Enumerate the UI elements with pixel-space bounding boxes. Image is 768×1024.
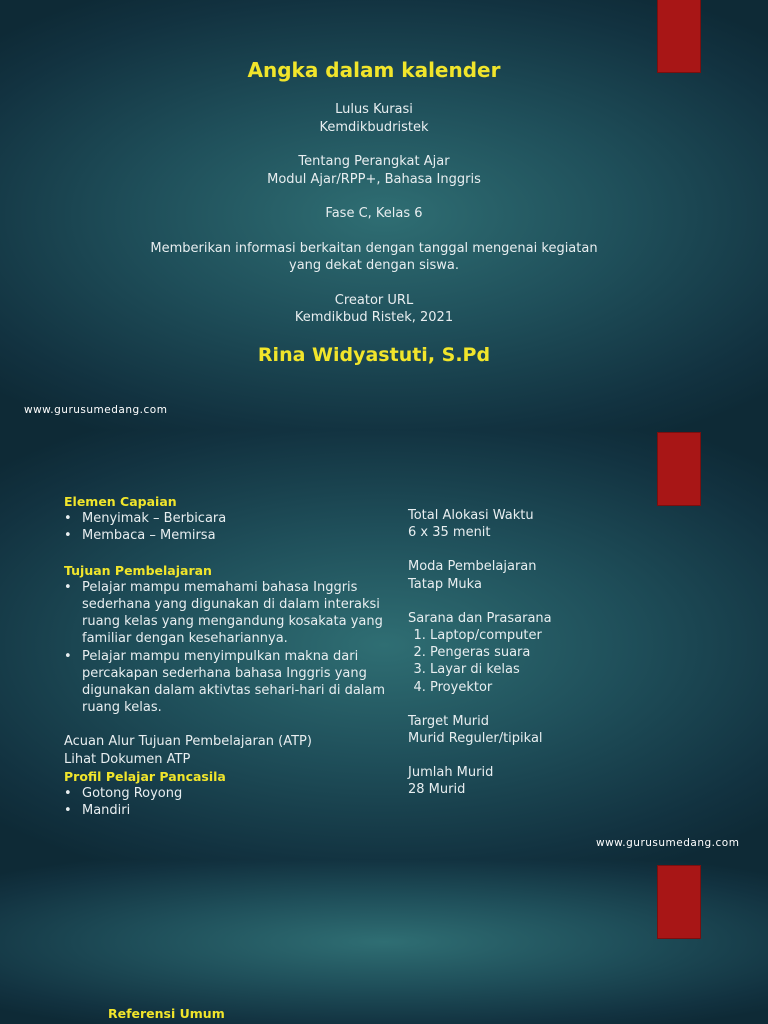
slide-2 bbox=[0, 430, 768, 860]
list-item: • Pelajar mampu memahami bahasa Inggris sederhana yang digunakan di dalam interaksi ruang kelas yang mengandung kosakata yang familiar dengan kesehariannya. bbox=[64, 579, 394, 648]
author-name: Rina Widyastuti, S.Pd bbox=[257, 344, 491, 366]
info-line: Fase C, Kelas 6 bbox=[325, 206, 423, 221]
waktu-value: 6 x 35 menit bbox=[408, 525, 491, 541]
sarana-label: Sarana dan Prasarana bbox=[408, 610, 552, 626]
info-line: Memberikan informasi berkaitan dengan tanggal mengenai kegiatan bbox=[150, 240, 598, 256]
list-item: 4. Proyektor bbox=[430, 679, 608, 696]
right-column bbox=[408, 507, 608, 799]
list-item: • Gotong Royong bbox=[64, 785, 394, 802]
profil-list bbox=[64, 785, 394, 819]
tujuan-pembelajaran-heading: Tujuan Pembelajaran bbox=[64, 562, 212, 578]
waktu-label: Total Alokasi Waktu bbox=[408, 508, 534, 523]
document-title: Angka dalam kalender bbox=[247, 58, 501, 82]
list-item: • Membaca – Memirsa bbox=[64, 527, 394, 544]
elemen-list bbox=[64, 510, 394, 544]
info-line: Modul Ajar/RPP+, Bahasa Inggris bbox=[267, 171, 481, 187]
sarana-list bbox=[408, 627, 608, 696]
target-value: Murid Reguler/tipikal bbox=[408, 731, 543, 747]
jumlah-label: Jumlah Murid bbox=[408, 765, 494, 781]
elemen-capaian-heading: Elemen Capaian bbox=[64, 494, 177, 509]
moda-value: Tatap Muka bbox=[408, 576, 482, 592]
atp-label: Acuan Alur Tujuan Pembelajaran (ATP) bbox=[64, 734, 312, 750]
slide-3 bbox=[0, 860, 768, 1024]
info-line: Kemdikbudristek bbox=[319, 119, 429, 135]
moda-label: Moda Pembelajaran bbox=[408, 559, 537, 575]
atp-value: Lihat Dokumen ATP bbox=[64, 751, 191, 767]
info-line: Creator URL bbox=[334, 292, 414, 308]
info-line: Tentang Perangkat Ajar bbox=[298, 154, 450, 169]
tujuan-list bbox=[64, 579, 394, 717]
list-item: • Menyimak – Berbicara bbox=[64, 510, 394, 527]
list-item: 2. Pengeras suara bbox=[430, 644, 608, 661]
slide-1 bbox=[0, 0, 768, 430]
red-accent-bar bbox=[658, 866, 700, 938]
jumlah-value: 28 Murid bbox=[408, 782, 466, 798]
website-link[interactable]: www.gurusumedang.com bbox=[24, 404, 168, 416]
list-item: 3. Layar di kelas bbox=[430, 661, 608, 678]
list-item: • Mandiri bbox=[64, 802, 394, 819]
info-line: Lulus Kurasi bbox=[335, 102, 413, 117]
target-label: Target Murid bbox=[408, 713, 490, 729]
profil-pelajar-heading: Profil Pelajar Pancasila bbox=[64, 768, 226, 784]
info-block bbox=[0, 101, 748, 327]
red-accent-bar bbox=[658, 433, 700, 505]
info-line: yang dekat dengan siswa. bbox=[289, 258, 459, 273]
referensi-heading: Referensi Umum bbox=[108, 1006, 225, 1021]
info-line: Kemdikbud Ristek, 2021 bbox=[294, 310, 454, 325]
left-column bbox=[64, 493, 394, 819]
list-item: 1. Laptop/computer bbox=[430, 627, 608, 644]
website-link[interactable]: www.gurusumedang.com bbox=[596, 837, 740, 849]
list-item: • Pelajar mampu menyimpulkan makna dari percakapan sederhana bahasa Inggris yang digunakan dalam aktivtas sehari-hari di dalam ruang kelas. bbox=[64, 648, 394, 717]
